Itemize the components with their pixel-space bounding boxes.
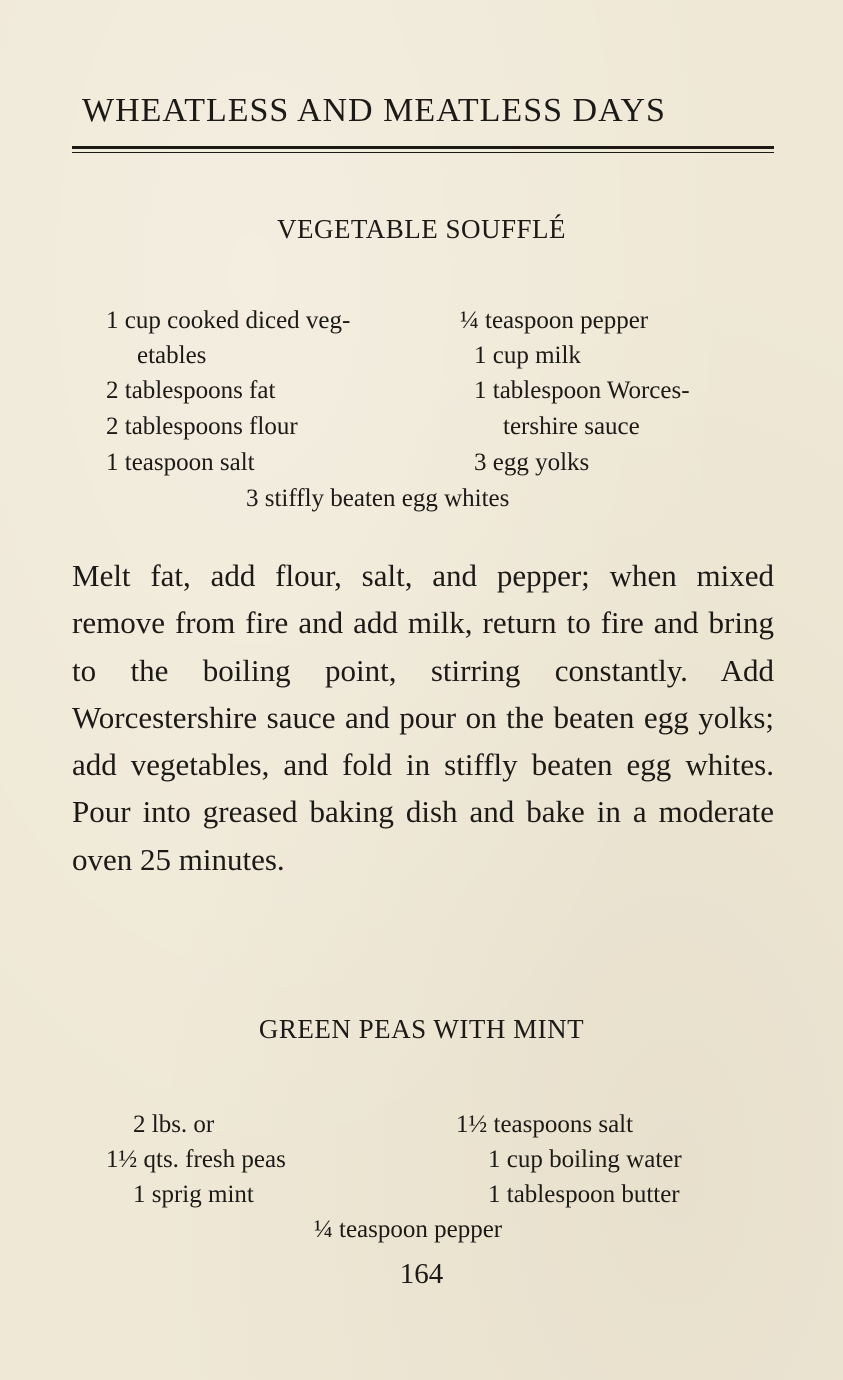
ingredient: 1½ teaspoons salt <box>456 1111 634 1138</box>
recipe-title: GREEN PEAS WITH MINT <box>258 1014 585 1044</box>
ingredient: 1 teaspoon salt <box>106 449 255 476</box>
header-rule-thick <box>72 146 774 149</box>
ingredient: 1 sprig mint <box>133 1181 254 1208</box>
ingredient: 1 tablespoon butter <box>488 1181 680 1208</box>
ingredient: 1 cup cooked diced veg- <box>106 307 351 334</box>
running-head: WHEATLESS AND MEATLESS DAYS <box>82 92 666 129</box>
recipe-title: VEGETABLE SOUFFLÉ <box>276 214 567 244</box>
ingredient: ¼ teaspoon pepper <box>314 1216 503 1243</box>
ingredient: 2 lbs. or <box>133 1111 215 1138</box>
ingredient: 2 tablespoons fat <box>106 377 276 404</box>
method-text: Melt fat, add flour, salt, and pepper; when mixed remove from fire and add milk, return to fire and bring to the boiling point, stirring constantly. Add Worcestershire sauce and pour on the beaten egg yolks; add vegetables, and fold in stiffly beaten egg whites. Pour into greased baking dish and bake in a moderate oven 25 minutes. <box>72 558 774 877</box>
ingredient: 2 tablespoons flour <box>106 413 298 440</box>
ingredient: 1½ qts. fresh peas <box>106 1146 286 1173</box>
header-rule-thin <box>72 152 774 153</box>
page-number: 164 <box>399 1258 444 1290</box>
ingredient: 3 egg yolks <box>474 449 590 476</box>
ingredient: ¼ teaspoon pepper <box>460 307 649 334</box>
ingredient: tershire sauce <box>503 413 640 440</box>
ingredient: 3 stiffly beaten egg whites <box>246 485 510 512</box>
method-paragraph <box>72 552 774 883</box>
ingredient: 1 cup boiling water <box>488 1146 682 1173</box>
ingredient: 1 cup milk <box>474 342 581 369</box>
ingredient: 1 tablespoon Worces- <box>474 377 690 404</box>
ingredient: etables <box>137 342 207 369</box>
